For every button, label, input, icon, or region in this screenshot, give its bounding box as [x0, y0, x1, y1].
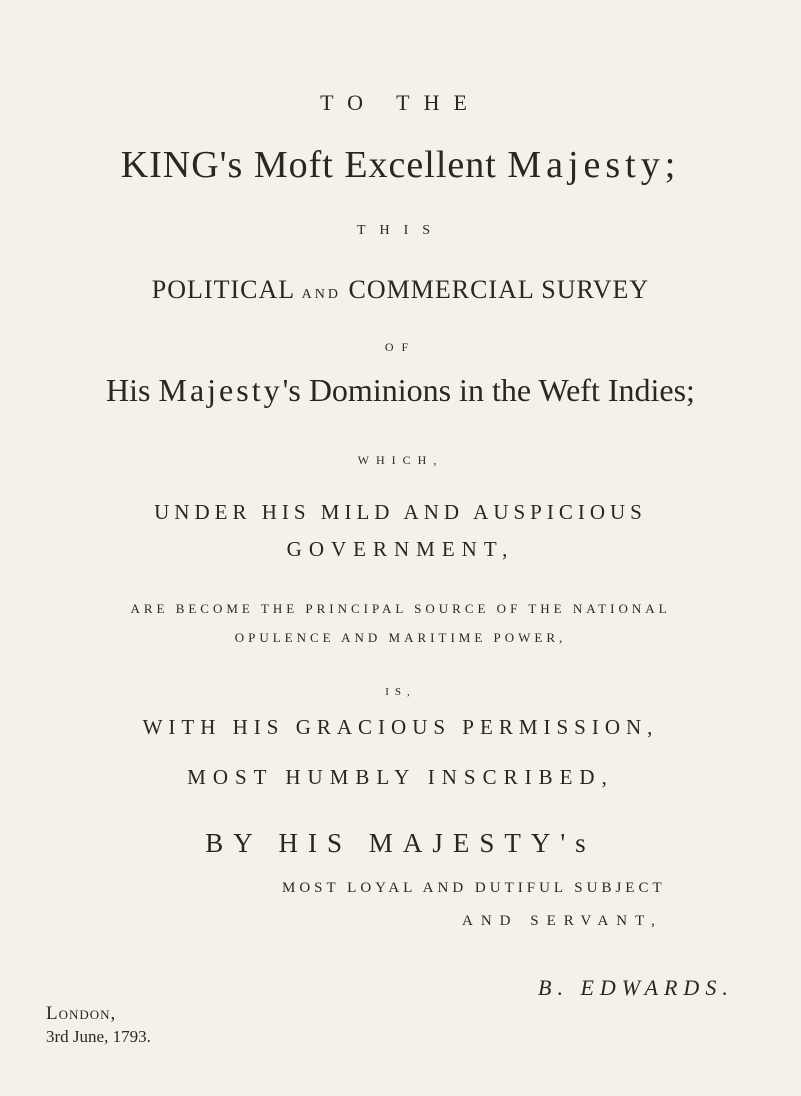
permission-line: WITH HIS GRACIOUS PERMISSION, — [142, 715, 659, 739]
author-signature: B. EDWARDS. — [538, 975, 734, 1000]
dominions-his: His — [106, 372, 159, 408]
date-line: 3rd June, 1793. — [46, 1027, 151, 1046]
survey-and: AND — [301, 287, 341, 302]
of-word: OF — [384, 340, 417, 354]
majesty-word: Majesty; — [507, 144, 681, 186]
inscribed-line: MOST HUMBLY INSCRIBED, — [187, 765, 614, 789]
dominions-majesty: Majesty — [158, 372, 283, 408]
heading-to-the: TO THE — [320, 90, 481, 115]
king-line — [0, 143, 801, 187]
dominions-line — [0, 372, 801, 409]
under-line: UNDER HIS MILD AND AUSPICIOUS — [154, 500, 647, 524]
by-majesty-line: BY HIS MAJESTY's — [205, 828, 596, 858]
place-line: London, — [46, 1003, 117, 1024]
is-word: IS, — [385, 686, 416, 698]
loyal-subject-line: MOST LOYAL AND DUTIFUL SUBJECT — [282, 880, 666, 896]
this-word: THIS — [356, 223, 445, 238]
servant-line: AND SERVANT, — [462, 913, 663, 929]
survey-commercial: COMMERCIAL SURVEY — [341, 275, 650, 304]
which-word: WHICH, — [357, 453, 444, 467]
king-line-text: KING's Moft Excellent — [120, 144, 508, 186]
dominions-rest: 's Dominions in the Weft Indies; — [282, 372, 695, 408]
government-line: GOVERNMENT, — [286, 537, 515, 561]
opulence-line: OPULENCE AND MARITIME POWER, — [234, 630, 567, 645]
survey-political: POLITICAL — [151, 275, 302, 304]
survey-line — [0, 275, 801, 305]
are-become-line: ARE BECOME THE PRINCIPAL SOURCE OF THE NATIONAL — [130, 601, 671, 616]
